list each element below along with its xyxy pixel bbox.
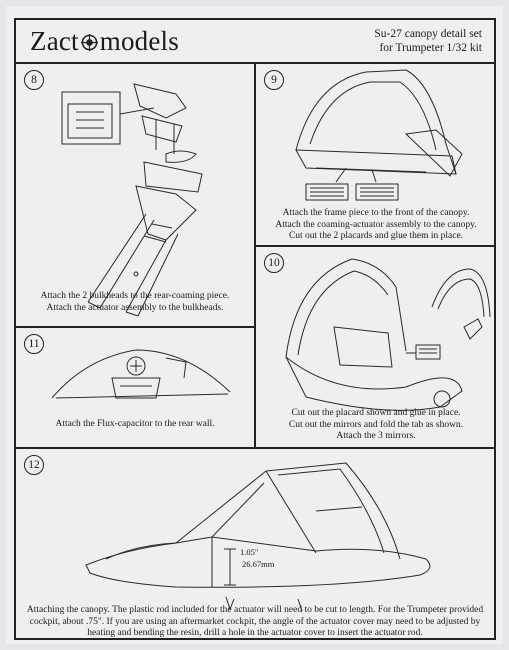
caption-line: Cut out the mirrors and fold the tab as shown. [288, 419, 464, 430]
kit-title: Su-27 canopy detail set [374, 28, 482, 40]
step-9-caption [256, 208, 496, 243]
dimension-mm: 26.67mm [242, 559, 275, 569]
caption-line: heating and bending the resin, drill a hole in the actuator cover to insert the actuator rod. [87, 628, 423, 638]
dimension-inches: 1.05" [240, 547, 259, 557]
caption-line: Attach the coaming-actuator assembly to the canopy. [275, 219, 477, 230]
step-10-panel [256, 247, 496, 447]
step-10-caption [256, 408, 496, 443]
step-number: 9 [264, 70, 284, 90]
step-number: 8 [24, 70, 44, 90]
cog-logo-icon [80, 33, 99, 52]
step-8-panel [16, 64, 254, 326]
header [16, 20, 494, 64]
caption-line: cockpit, about .75". If you are using an aftermarket cockpit, the angle of the actuator cover may need to be adjusted by [29, 616, 481, 627]
brand-suffix: models [99, 26, 179, 56]
caption-line: Attach the 2 bulkheads to the rear-coaming piece. [40, 291, 230, 301]
caption-line: Cut out the 2 placards and glue them in place. [288, 231, 464, 241]
brand-prefix: Zact [30, 26, 79, 56]
instruction-sheet [6, 6, 503, 644]
step-number: 10 [264, 253, 284, 273]
bulkhead-assembly-illustration [16, 64, 254, 326]
caption-line: Attach the 3 mirrors. [336, 431, 416, 441]
caption-line: Attach the Flux-capacitor to the rear wall. [55, 419, 215, 429]
caption-line: Attach the actuator assembly to the bulkheads. [46, 302, 224, 313]
step-12-panel [16, 449, 494, 640]
step-9-panel [256, 64, 496, 245]
caption-line: Attach the frame piece to the front of the canopy. [282, 208, 470, 218]
brand-logo [30, 26, 179, 57]
kit-subtitle: for Trumpeter 1/32 kit [379, 42, 482, 54]
page-frame [14, 18, 496, 640]
step-number: 11 [24, 334, 44, 354]
caption-line: Cut out the placard shown and glue in place. [291, 408, 461, 418]
caption-line: Attaching the canopy. The plastic rod included for the actuator will need to be cut to length. For the Trumpeter provided [26, 605, 484, 615]
step-11-panel [16, 328, 254, 447]
step-number: 12 [24, 455, 44, 475]
step-8-caption [16, 291, 254, 314]
step-11-caption [16, 419, 254, 431]
kit-info [374, 27, 482, 55]
step-12-caption [16, 605, 494, 640]
